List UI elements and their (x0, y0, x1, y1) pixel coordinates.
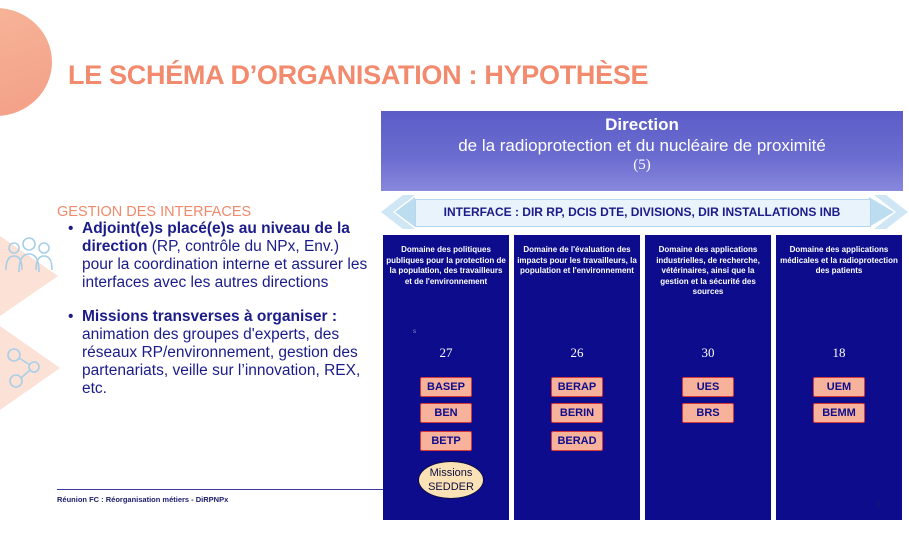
domain-count: 18 (832, 345, 846, 360)
domain-column (514, 235, 640, 520)
unit-badge: BEMM (813, 403, 865, 423)
section-heading: GESTION DES INTERFACES (57, 204, 252, 220)
unit-badge: BEN (420, 403, 472, 423)
domain-column (776, 235, 902, 520)
page-number: 5 (876, 500, 881, 509)
bullet-list (68, 220, 368, 414)
direction-title: Direction (605, 115, 679, 134)
decorative-circle (0, 8, 52, 116)
bullet-bold-text: Adjoint(e)s placé(e)s au niveau de la direction (82, 220, 350, 255)
domain-column (383, 235, 509, 520)
interface-band (381, 195, 908, 233)
footer-text: Réunion FC : Réorganisation métiers - DiRPNPx (57, 495, 229, 504)
domain-heading: Domaine des applications médicales et la radioprotection des patients (780, 245, 898, 275)
unit-badge: UES (682, 377, 734, 397)
domain-count: 26 (570, 345, 584, 360)
direction-box (381, 111, 903, 191)
molecule-network-icon (4, 345, 48, 391)
domain-count: 30 (701, 345, 715, 360)
bullet-text: (RP, contrôle du NPx, Env.) pour la coordination interne et assurer les interfaces avec les autres directions (82, 238, 368, 291)
unit-badge: BASEP (420, 377, 472, 397)
direction-subtitle: de la radioprotection et du nucléaire de proximité (458, 136, 826, 155)
bullet-text: animation des groupes d'experts, des réseaux RP/environnement, gestion des partenariats, veille sur l’innovation, REX, etc. (82, 326, 361, 397)
unit-badge: BERAP (551, 377, 603, 397)
domain-count: 27 (439, 345, 453, 360)
bullet-item (68, 220, 368, 292)
footer-divider (57, 489, 387, 490)
people-group-icon (4, 236, 54, 282)
interface-label: INTERFACE : DIR RP, DCIS DTE, DIVISIONS, DIR INSTALLATIONS INB (443, 205, 841, 219)
unit-badge: BRS (682, 403, 734, 423)
direction-count: (5) (633, 157, 651, 173)
stray-mark: s (413, 329, 416, 335)
unit-badge: BERAD (551, 431, 603, 451)
page-title: LE SCHÉMA D’ORGANISATION : HYPOTHÈSE (68, 60, 649, 90)
unit-badge: BERIN (551, 403, 603, 423)
org-diagram (381, 111, 908, 520)
missions-ellipse: Missions SEDDER (418, 461, 484, 499)
bullet-bold-text: Missions transverses à organiser : (82, 308, 338, 325)
unit-badge: UEM (813, 377, 865, 397)
domain-heading: Domaine des applications industrielles, de recherche, vétérinaires, ainsi que la gestion et la sécurité des sources (656, 245, 760, 296)
unit-badge: BETP (420, 431, 472, 451)
bullet-item (68, 308, 368, 398)
domain-heading: Domaine des politiques publiques pour la protection de la population, des travailleurs et de l'environnement (386, 245, 506, 286)
domain-heading: Domaine de l'évaluation des impacts pour les travailleurs, la population et l'environnement (517, 245, 637, 275)
domain-column (645, 235, 771, 520)
